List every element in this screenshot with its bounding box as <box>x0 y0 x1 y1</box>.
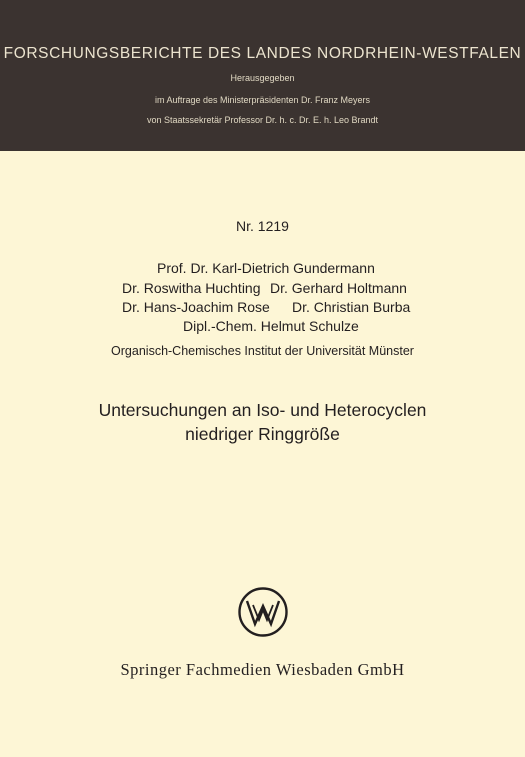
editor-line: im Auftrage des Ministerpräsidenten Dr. Franz Meyers <box>154 95 371 105</box>
author-name: Dr. Roswitha Huchting <box>122 280 261 296</box>
springer-fachmedien-logo-icon <box>237 586 289 638</box>
author-name: Prof. Dr. Karl-Dietrich Gundermann <box>157 260 375 276</box>
author-name: Dr. Gerhard Holtmann <box>270 280 407 296</box>
editor-line: Herausgegeben <box>230 73 295 83</box>
author-name: Dr. Christian Burba <box>292 299 411 315</box>
author-name: Dr. Hans-Joachim Rose <box>122 299 270 315</box>
book-title: Untersuchungen an Iso- und Heterocyclen <box>98 400 427 420</box>
author-name: Dipl.-Chem. Helmut Schulze <box>183 318 359 334</box>
book-title: niedriger Ringgröße <box>185 424 340 444</box>
header-band <box>0 0 525 151</box>
publisher-name: Springer Fachmedien Wiesbaden GmbH <box>120 660 405 679</box>
series-title: FORSCHUNGSBERICHTE DES LANDES NORDRHEIN-WESTFALEN <box>3 45 522 62</box>
editor-line: von Staatssekretär Professor Dr. h. c. Dr. E. h. Leo Brandt <box>146 115 379 125</box>
report-number: Nr. 1219 <box>236 218 289 234</box>
institute: Organisch-Chemisches Institut der Universität Münster <box>111 344 414 358</box>
